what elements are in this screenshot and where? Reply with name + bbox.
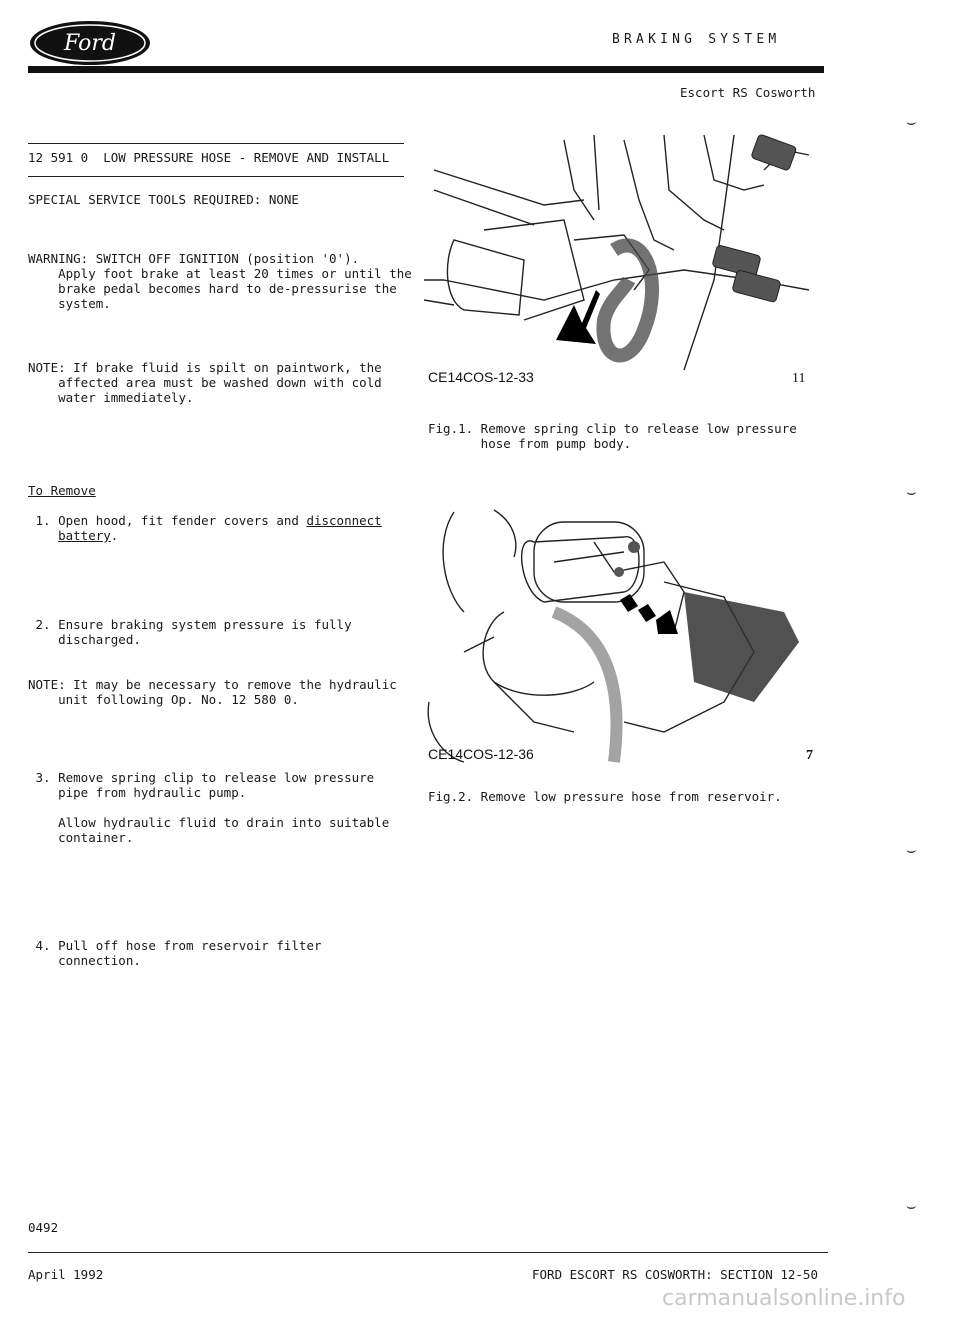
figure-2-mark: 7 <box>806 748 813 763</box>
figure-1-mark: 11 <box>792 371 806 386</box>
footer-rule <box>28 1252 828 1253</box>
figure-1-illustration <box>424 130 824 392</box>
step-1-line2: battery <box>58 528 111 543</box>
footer-date: April 1992 <box>28 1267 104 1282</box>
operation-title: 12 591 0 LOW PRESSURE HOSE - REMOVE AND INSTALL <box>28 150 390 165</box>
figure-2-illustration <box>424 502 824 772</box>
ford-logo <box>28 18 152 68</box>
figure-2-caption: Fig.2. Remove low pressure hose from reservoir. <box>428 789 782 804</box>
title-rule-bottom <box>28 176 404 177</box>
special-tools: SPECIAL SERVICE TOOLS REQUIRED: NONE <box>28 192 299 207</box>
figure-1-caption: Fig.1. Remove spring clip to release low pressure hose from pump body. <box>428 421 797 451</box>
step-3: 3. Remove spring clip to release low pressure pipe from hydraulic pump. <box>35 770 375 800</box>
header-rule <box>28 66 824 73</box>
margin-tick: ⌣ <box>906 840 917 859</box>
page-code: 0492 <box>28 1220 59 1235</box>
step-1-link: disconnect <box>306 513 382 528</box>
svg-text:Ford: Ford <box>64 31 116 56</box>
step-1: 1. Open hood, fit fender covers and disconnect battery. <box>28 513 382 543</box>
step-3-drain: Allow hydraulic fluid to drain into suitable container. <box>58 815 390 845</box>
margin-tick: ⌣ <box>906 112 917 131</box>
figure-2-code: CE14COS-12-36 <box>428 746 534 762</box>
step-2: 2. Ensure braking system pressure is fully discharged. <box>35 617 352 647</box>
figure-1-code: CE14COS-12-33 <box>428 369 534 385</box>
margin-tick: ⌣ <box>906 482 917 501</box>
note-hydraulic: NOTE: It may be necessary to remove the hydraulic unit following Op. No. 12 580 0. <box>28 677 397 707</box>
warning-text: WARNING: SWITCH OFF IGNITION (position '0'). Apply foot brake at least 20 times or until the brake pedal becomes hard to de-pressurise the system. <box>28 251 412 311</box>
footer-manual-ref: FORD ESCORT RS COSWORTH: SECTION 12-50 <box>532 1267 818 1282</box>
model-name: Escort RS Cosworth <box>680 85 816 100</box>
watermark: carmanualsonline.info <box>662 1286 906 1311</box>
remove-heading: To Remove <box>28 483 96 498</box>
note-paintwork: NOTE: If brake fluid is spilt on paintwork, the affected area must be washed down with cold water immediately. <box>28 360 382 405</box>
step-4: 4. Pull off hose from reservoir filter connection. <box>35 938 322 968</box>
title-rule-top <box>28 143 404 144</box>
section-title: BRAKING SYSTEM <box>612 32 781 47</box>
margin-tick: ⌣ <box>906 1196 917 1215</box>
step-1-text: 1. Open hood, fit fender covers and <box>28 513 307 528</box>
